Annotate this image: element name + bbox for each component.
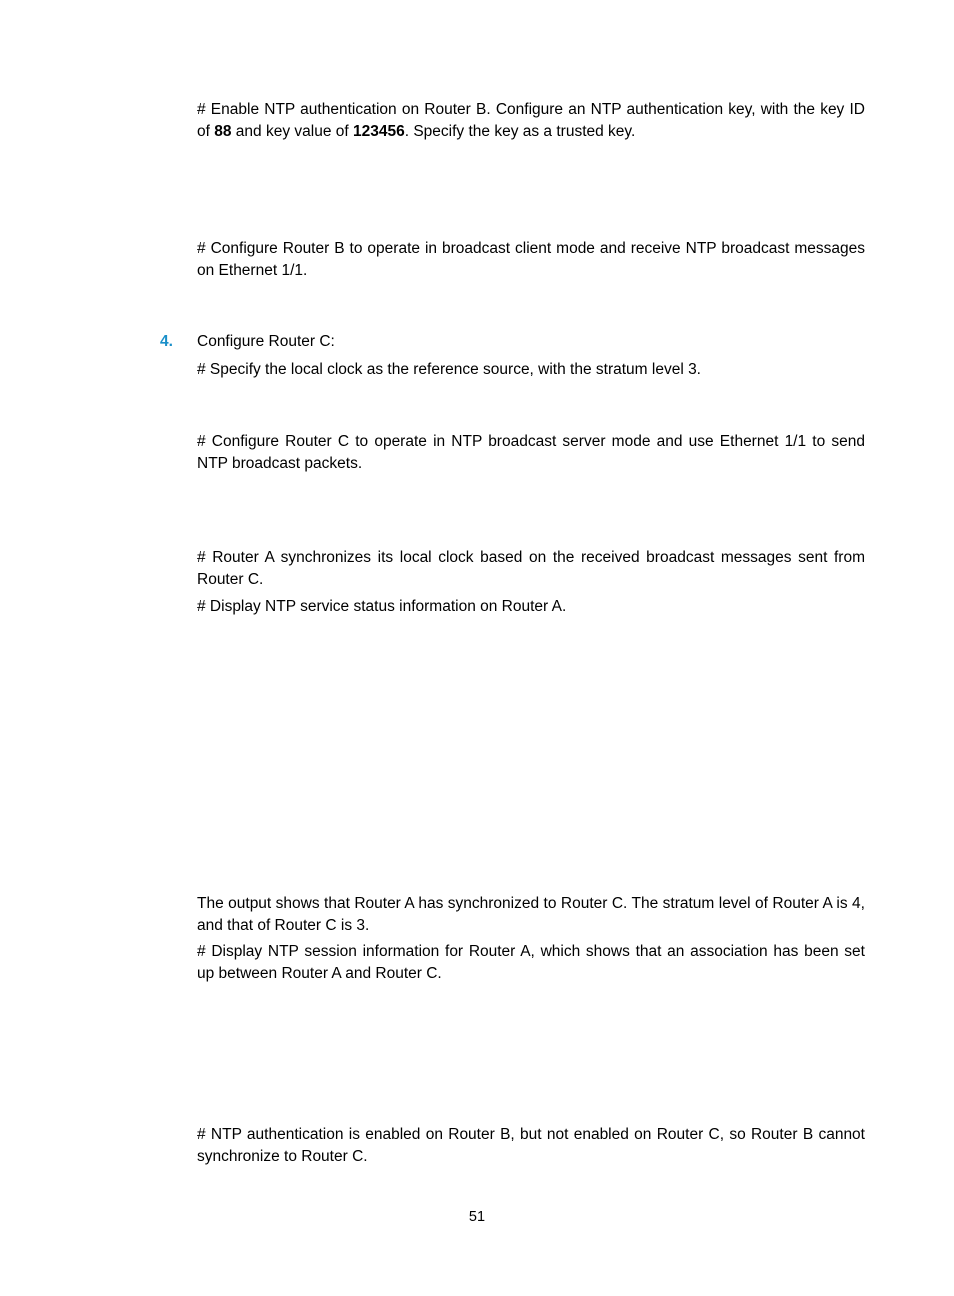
paragraph-broadcast-server: # Configure Router C to operate in NTP broadcast server mode and use Ethernet 1/1 to send NTP broadcast packets. [197,433,865,472]
paragraph-broadcast-client: # Configure Router B to operate in broadcast client mode and receive NTP broadcast messages on Ethernet 1/1. [197,240,865,279]
paragraph-display-session: # Display NTP session information for Router A, which shows that an association has been set up between Router A and Router C. [197,943,865,982]
paragraph-enable-ntp-auth [197,99,865,142]
paragraph-display-status: # Display NTP service status information on Router A. [197,598,567,615]
paragraph-router-a-sync: # Router A synchronizes its local clock based on the received broadcast messages sent from Router C. [197,549,865,588]
key-id: 88 [214,122,232,140]
page-number: 51 [468,1209,486,1225]
text-suffix: . Specify the key as a trusted key. [404,122,636,140]
step-number: 4. [160,333,173,350]
text-prefix: # Enable NTP authentication on Router B. Configure an NTP authentication key, with the key ID of [197,101,865,140]
paragraph-output-summary: The output shows that Router A has synchronized to Router C. The stratum level of Router A is 4, and that of Router C is 3. [197,895,865,934]
paragraph-auth-note: # NTP authentication is enabled on Router B, but not enabled on Router C, so Router B cannot synchronize to Router C. [197,1126,865,1165]
key-value: 123456 [352,122,405,140]
text-middle: and key value of [231,122,353,140]
step-label: Configure Router C: [197,333,335,350]
paragraph-local-clock: # Specify the local clock as the reference source, with the stratum level 3. [197,361,701,378]
